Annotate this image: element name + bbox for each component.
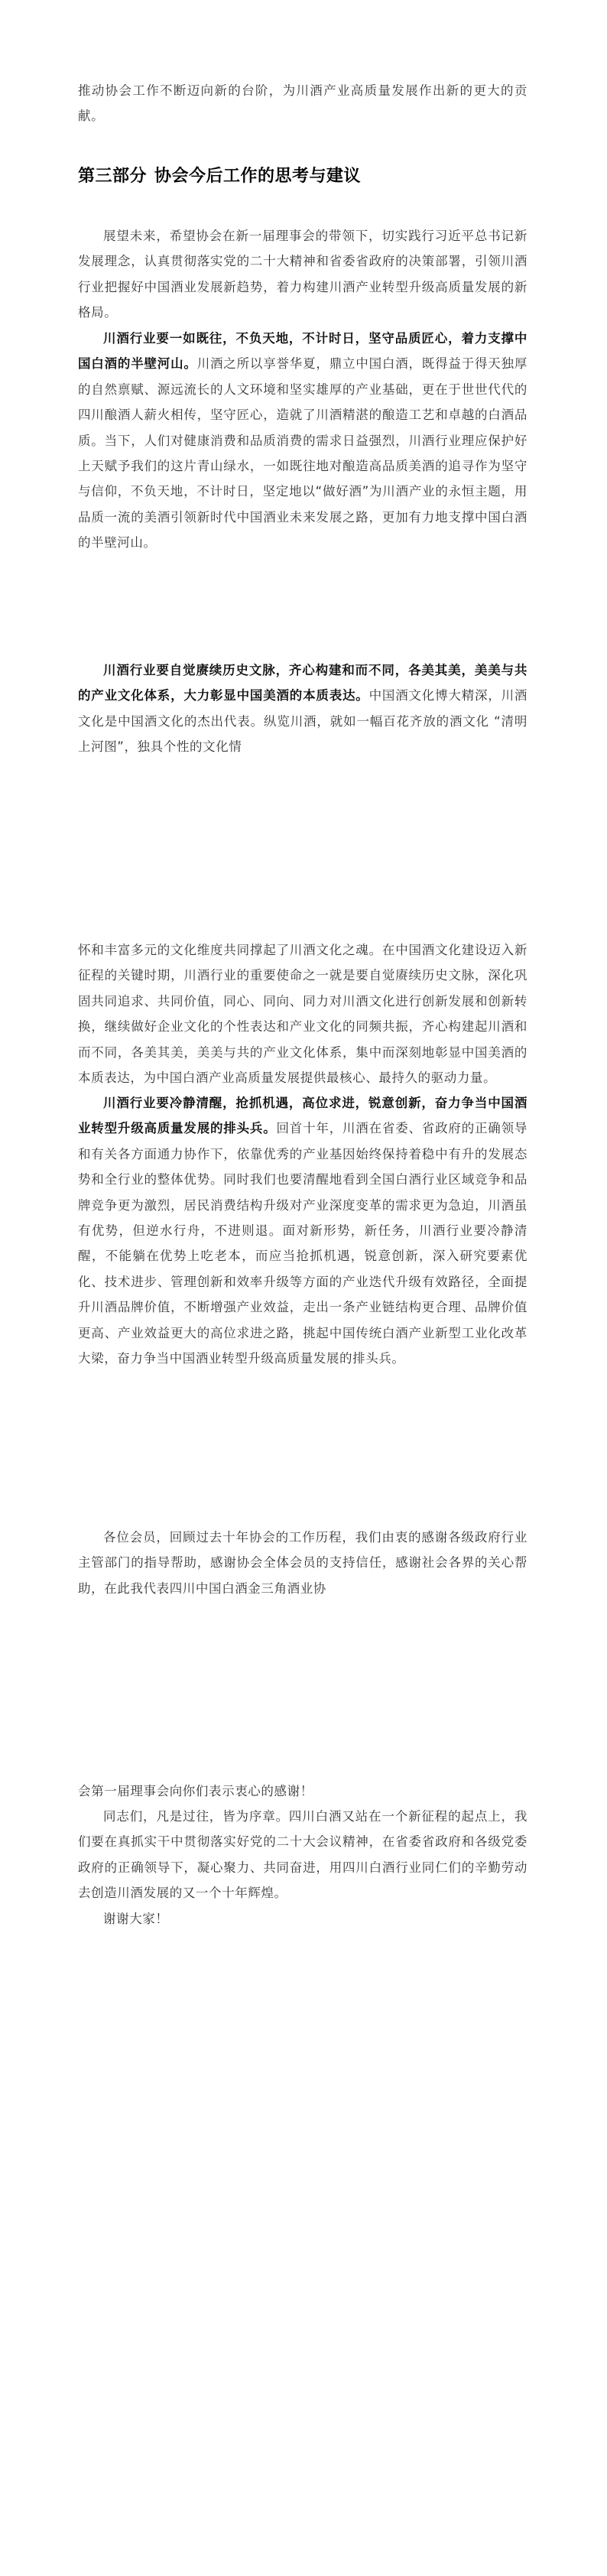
point-2-lead: 川酒行业要自觉赓续历史文脉，齐心构建和而不同，各美其美，美美与共的产业文化体系，大力彰显中国美酒的本质表达。 (78, 663, 527, 703)
point-1-lead: 川酒行业要一如既往，不负天地，不计时日，坚守品质匠心，着力支撑中国白酒的半壁河山。 (78, 331, 527, 372)
section-heading (78, 165, 537, 188)
point-3-paragraph (78, 1090, 527, 1371)
point-3-lead: 川酒行业要冷静清醒，抢抓机遇，高位求进，锐意创新，奋力争当中国酒业转型升级高质量发展的排头兵。 (78, 1096, 527, 1136)
closing-paragraph: 同志们，凡是过往，皆为序章。四川白酒又站在一个新征程的起点上，我们要在真抓实干中贯彻落实好党的二十大会议精神，在省委省政府和各级党委政府的正确领导下，凝心聚力、共同奋进，用四川白酒行业同仁们的辛勤劳动去创造川酒发展的又一个十年辉煌。 (78, 1809, 527, 1901)
point-3-body: 回首十年，川酒在省委、省政府的正确领导和有关各方面通力协作下，依靠优秀的产业基因始终保持着稳中有升的发展态势和全行业的整体优势。同时我们也要清醒地看到全国白酒行业区域竞争和品牌竞争更为激烈，居民消费结构升级对产业深度变革的需求更为急迫，川酒虽有优势，但逆水行舟，不进则退。面对新形势，新任务，川酒行业要冷静清醒，不能躺在优势上吃老本，而应当抢抓机遇，锐意创新，深入研究要素优化、技术进步、管理创新和效率升级等方面的产业迭代升级有效路径，全面提升川酒品牌价值，不断增强产业效益，走出一条产业链结构更合理、品牌价值更高、产业效益更大的高位求进之路，挑起中国传统白酒产业新型工业化改革大梁，奋力争当中国酒业转型升级高质量发展的排头兵。 (78, 1121, 527, 1366)
section-heading-number: 第三部分 (78, 167, 148, 186)
section-heading-text: 协会今后工作的思考与建议 (154, 167, 362, 186)
thanks-paragraph-continuation: 会第一届理事会向你们表示衷心的感谢！ (78, 1784, 313, 1798)
thank-you-line: 谢谢大家！ (103, 1912, 169, 1926)
point-2-body-start: 中国酒文化博大精深，川酒文化是中国酒文化的杰出代表。纵览川酒，就如一幅百花齐放的酒文化 “清明上河图”，独具个性的文化情 (78, 688, 528, 755)
point-1-body: 川酒之所以享誉华夏，鼎立中国白酒，既得益于得天独厚的自然禀赋、源远流长的人文环境和坚实雄厚的产业基础，更在于世世代代的四川酿酒人薪火相传，坚守匠心，造就了川酒精湛的酿造工艺和卓越的白酒品质。当下，人们对健康消费和品质消费的需求日益强烈，川酒行业理应保护好上天赋予我们的这片青山绿水，一如既往地对酿造高品质美酒的追寻作为坚守与信仰，不负天地，不计时日，坚定地以“做好酒”为川酒产业的永恒主题，用品质一流的美酒引领新时代中国酒业未来发展之路，更加有力地支撑中国白酒的半壁河山。 (78, 356, 527, 551)
thanks-paragraph-start: 各位会员，回顾过去十年协会的工作历程，我们由衷的感谢各级政府行业主管部门的指导帮助，感谢协会全体会员的支持信任，感谢社会各界的关心帮助，在此我代表四川中国白酒金三角酒业协 (78, 1530, 527, 1596)
point-2-body-continuation: 怀和丰富多元的文化维度共同撑起了川酒文化之魂。在中国酒文化建设迈入新征程的关键时期，川酒行业的重要使命之一就是要自觉赓续历史文脉，深化巩固共同追求、共同价值，同心、同向、同力对川酒文化进行创新发展和创新转换，继续做好企业文化的个性表达和产业文化的同频共振，齐心构建起川酒和而不同，各美其美，美美与共的产业文化体系，集中而深刻地彰显中国美酒的本质表达，为中国白酒产业高质量发展提供最核心、最持久的驱动力量。 (78, 943, 527, 1086)
point-1-paragraph (78, 326, 527, 556)
intro-paragraph: 展望未来，希望协会在新一届理事会的带领下，切实践行习近平总书记新发展理念，认真贯彻落实党的二十大精神和省委省政府的决策部署，引领川酒行业把握好中国酒业发展新趋势，着力构建川酒产业转型升级高质量发展的新格局。 (78, 229, 527, 320)
continuation-paragraph: 推动协会工作不断迈向新的台阶，为川酒产业高质量发展作出新的更大的贡献。 (78, 83, 527, 124)
point-2-paragraph-start (78, 658, 527, 760)
